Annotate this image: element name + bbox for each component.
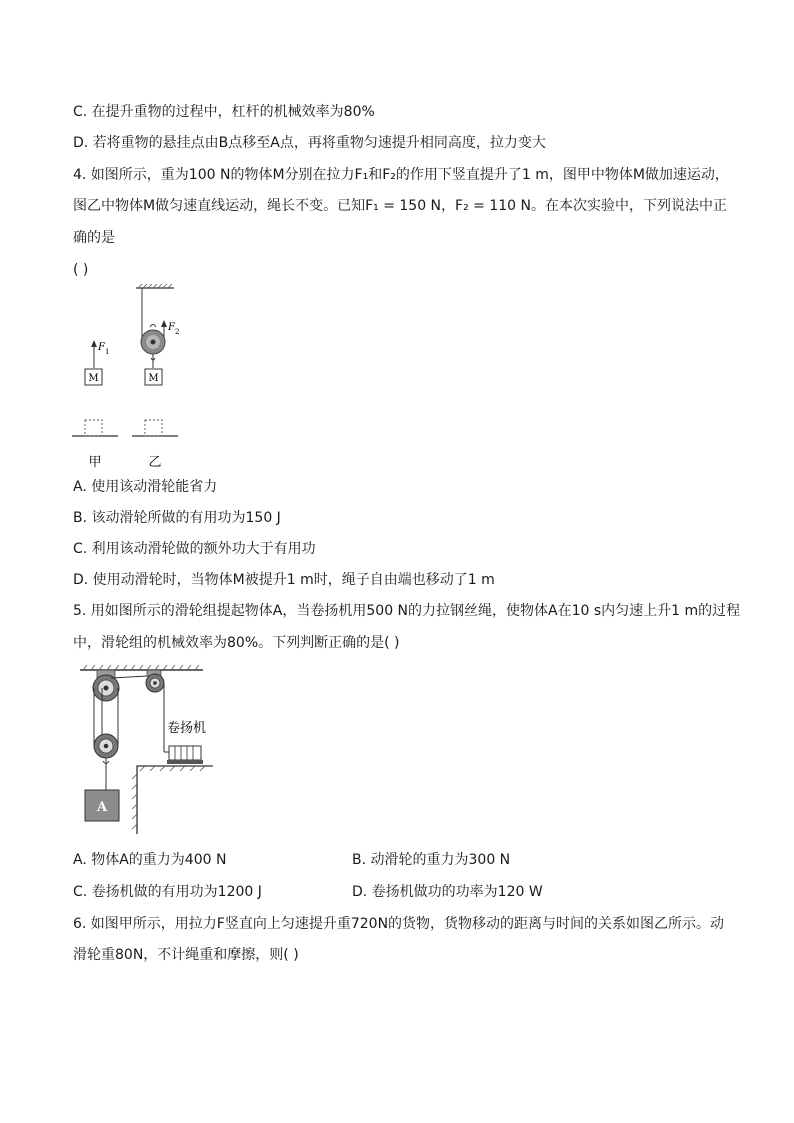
movable-pulley-icon bbox=[141, 325, 165, 355]
f2-subscript: 2 bbox=[175, 328, 180, 336]
q6-stem-line1: 6. 如图甲所示，用拉力F竖直向上匀速提升重720N的货物，货物移动的距离与时间的关系如图乙所示。动 bbox=[73, 916, 725, 932]
q5-option-a: A. 物体A的重力为400 N bbox=[73, 852, 227, 868]
q5-stem-line2: 中，滑轮组的机械效率为80%。下列判断正确的是( ) bbox=[73, 635, 400, 651]
q5-option-b: B. 动滑轮的重力为300 N bbox=[352, 852, 511, 868]
winch-icon bbox=[167, 746, 203, 764]
q4-option-c: C. 利用该动滑轮做的额外功大于有用功 bbox=[73, 541, 316, 557]
q6-stem-line2: 滑轮重80N，不计绳重和摩擦，则( ) bbox=[73, 947, 299, 963]
fixed-pulley-icon bbox=[93, 670, 119, 701]
q4-answer-paren: ( ) bbox=[73, 262, 89, 278]
q4-figure bbox=[70, 282, 190, 477]
f2-label: F bbox=[168, 322, 175, 333]
guide-pulley-icon bbox=[146, 670, 164, 692]
q5-option-c: C. 卷扬机做的有用功为1200 J bbox=[73, 884, 262, 900]
q3-option-c: C. 在提升重物的过程中，杠杆的机械效率为80% bbox=[73, 104, 375, 120]
winch-label: 卷扬机 bbox=[167, 721, 207, 736]
q4-option-a: A. 使用该动滑轮能省力 bbox=[73, 479, 218, 495]
q3-option-d: D. 若将重物的悬挂点由B点移至A点，再将重物匀速提升相同高度，拉力变大 bbox=[73, 135, 546, 151]
box-m-jia-label: M bbox=[88, 373, 99, 384]
label-yi: 乙 bbox=[148, 455, 162, 470]
q4-option-d: D. 使用动滑轮时，当物体M被提升1 m时，绳子自由端也移动了1 m bbox=[73, 572, 495, 588]
q4-stem-line2: 图乙中物体M做匀速直线运动，绳长不变。已知F₁ = 150 N，F₂ = 110 N。在本次实验中，下列说法中正 bbox=[73, 198, 727, 214]
f1-subscript: 1 bbox=[105, 348, 110, 356]
q4-stem-line1: 4. 如图所示，重为100 N的物体M分别在拉力F₁和F₂的作用下竖直提升了1 m，图甲中物体M做加速运动， bbox=[73, 167, 729, 183]
box-a-label: A bbox=[96, 800, 108, 815]
f1-label: F bbox=[98, 342, 105, 353]
box-m-yi-label: M bbox=[148, 373, 159, 384]
movable-pulley-icon bbox=[94, 734, 118, 758]
q4-stem-line3: 确的是 bbox=[73, 230, 115, 246]
label-jia: 甲 bbox=[88, 455, 102, 470]
q5-figure bbox=[75, 662, 225, 837]
q5-option-d: D. 卷扬机做功的功率为120 W bbox=[352, 884, 543, 900]
q4-option-b: B. 该动滑轮所做的有用功为150 J bbox=[73, 510, 281, 526]
q5-stem-line1: 5. 用如图所示的滑轮组提起物体A，当卷扬机用500 N的力拉钢丝绳，使物体A在10 s内匀速上升1 m的过程 bbox=[73, 603, 741, 619]
